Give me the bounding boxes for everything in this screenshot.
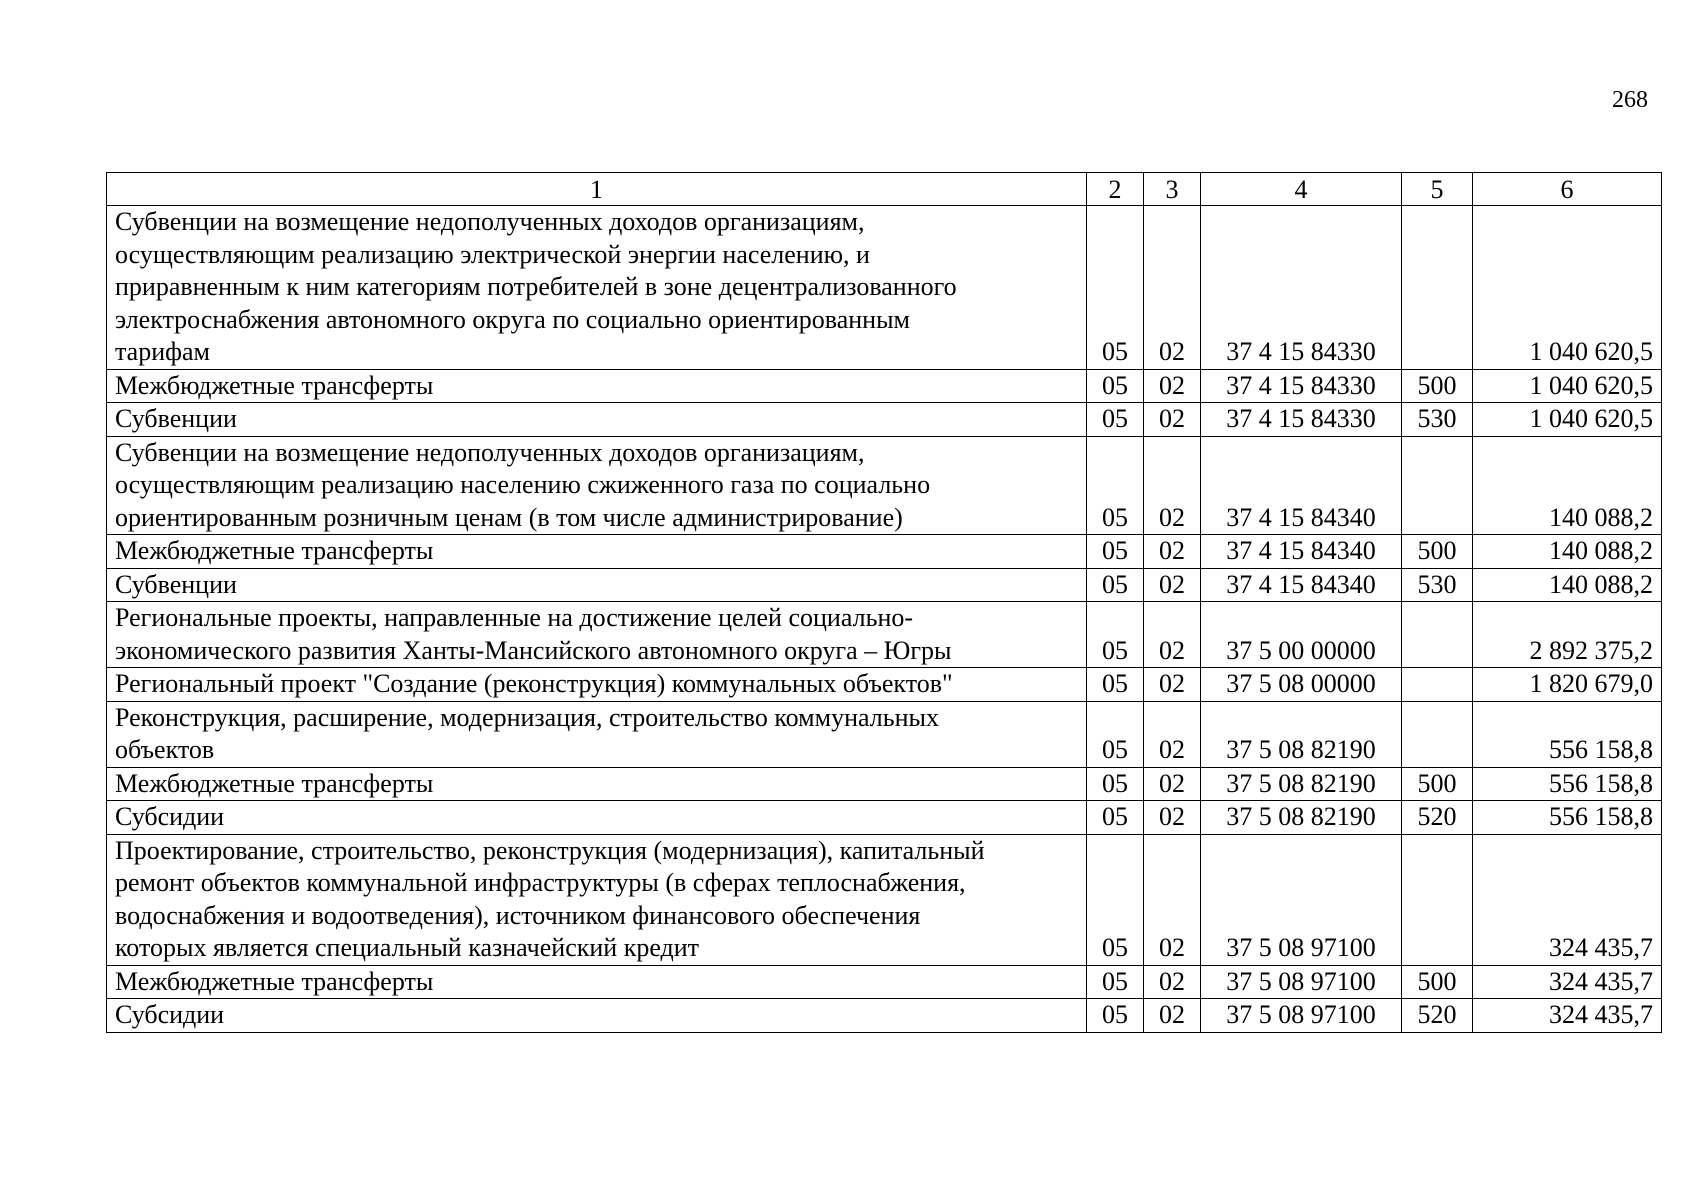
row-expense-type-code: 500 [1402, 369, 1473, 403]
row-section-code: 05 [1087, 668, 1144, 702]
row-section-code: 05 [1087, 834, 1144, 965]
page-number: 268 [1612, 87, 1648, 113]
row-subsection-code: 02 [1144, 403, 1201, 437]
row-amount: 140 088,2 [1473, 568, 1662, 602]
row-target-article-code: 37 4 15 84340 [1201, 436, 1402, 535]
row-target-article-code: 37 4 15 84330 [1201, 403, 1402, 437]
row-expense-type-code [1402, 701, 1473, 767]
row-description-line: осуществляющим реализацию электрической энергии населению, и [115, 239, 870, 269]
row-description [107, 999, 1087, 1033]
row-section-code: 05 [1087, 801, 1144, 835]
row-amount: 1 820 679,0 [1473, 668, 1662, 702]
row-target-article-code: 37 5 08 97100 [1201, 965, 1402, 999]
row-section-code: 05 [1087, 999, 1144, 1033]
row-section-code: 05 [1087, 568, 1144, 602]
row-subsection-code: 02 [1144, 999, 1201, 1033]
row-subsection-code: 02 [1144, 834, 1201, 965]
row-amount: 324 435,7 [1473, 834, 1662, 965]
row-subsection-code: 02 [1144, 535, 1201, 569]
row-subsection-code: 02 [1144, 568, 1201, 602]
row-description [107, 767, 1087, 801]
row-description [107, 701, 1087, 767]
row-description-line: Межбюджетные трансферты [115, 370, 434, 400]
row-amount: 556 158,8 [1473, 801, 1662, 835]
row-target-article-code: 37 5 00 00000 [1201, 602, 1402, 668]
row-amount: 140 088,2 [1473, 535, 1662, 569]
row-description-line: Субвенции на возмещение недополученных доходов организациям, [115, 437, 865, 467]
table-row [107, 701, 1662, 767]
row-expense-type-code: 530 [1402, 568, 1473, 602]
row-description-line: Субвенции [115, 404, 237, 433]
table-row [107, 568, 1662, 602]
table-row [107, 535, 1662, 569]
row-expense-type-code: 530 [1402, 403, 1473, 437]
row-description [107, 206, 1087, 370]
row-description-line: водоснабжения и водоотведения), источником финансового обеспечения [115, 900, 921, 930]
table-row [107, 999, 1662, 1033]
row-expense-type-code [1402, 602, 1473, 668]
header-cell-expense-type: 5 [1402, 173, 1473, 206]
header-cell-section: 2 [1087, 173, 1144, 206]
row-description-line: приравненным к ним категориям потребителей в зоне децентрализованного [115, 272, 957, 301]
budget-table [106, 172, 1662, 1033]
table-row [107, 602, 1662, 668]
row-section-code: 05 [1087, 535, 1144, 569]
row-target-article-code: 37 4 15 84340 [1201, 535, 1402, 569]
row-description-line: Субвенции на возмещение недополученных доходов организациям, [115, 207, 865, 236]
row-description-line: Межбюджетные трансферты [115, 966, 434, 996]
row-subsection-code: 02 [1144, 436, 1201, 535]
row-description-line: которых является специальный казначейский кредит [115, 933, 700, 962]
table-row [107, 834, 1662, 965]
row-target-article-code: 37 5 08 82190 [1201, 767, 1402, 801]
row-description-line: Региональный проект "Создание (реконструкция) коммунальных объектов" [115, 669, 953, 698]
row-expense-type-code [1402, 834, 1473, 965]
row-section-code: 05 [1087, 369, 1144, 403]
row-amount: 1 040 620,5 [1473, 206, 1662, 370]
row-description [107, 535, 1087, 569]
row-description-line: Межбюджетные трансферты [115, 536, 434, 565]
row-description-line: Субсидии [115, 802, 225, 831]
row-amount: 324 435,7 [1473, 965, 1662, 999]
row-description [107, 568, 1087, 602]
header-cell-subsection: 3 [1144, 173, 1201, 206]
row-amount: 556 158,8 [1473, 701, 1662, 767]
table-row [107, 965, 1662, 999]
row-description [107, 369, 1087, 403]
row-description [107, 668, 1087, 702]
row-description-line: Субвенции [115, 569, 237, 599]
row-target-article-code: 37 5 08 97100 [1201, 999, 1402, 1033]
row-subsection-code: 02 [1144, 767, 1201, 801]
row-description [107, 801, 1087, 835]
table-header-row [107, 173, 1662, 206]
row-amount: 1 040 620,5 [1473, 369, 1662, 403]
row-description [107, 403, 1087, 437]
header-cell-target-code: 4 [1201, 173, 1402, 206]
row-amount: 324 435,7 [1473, 999, 1662, 1033]
row-amount: 140 088,2 [1473, 436, 1662, 535]
row-description-line: Межбюджетные трансферты [115, 768, 434, 798]
row-expense-type-code [1402, 436, 1473, 535]
row-target-article-code: 37 4 15 84340 [1201, 568, 1402, 602]
row-description-line: осуществляющим реализацию населению сжиженного газа по социально [115, 470, 931, 499]
header-cell-amount: 6 [1473, 173, 1662, 206]
row-description-line: объектов [115, 735, 215, 764]
row-expense-type-code: 520 [1402, 999, 1473, 1033]
row-section-code: 05 [1087, 403, 1144, 437]
row-description-line: ориентированным розничным ценам (в том числе администрирование) [115, 502, 903, 532]
row-section-code: 05 [1087, 436, 1144, 535]
row-expense-type-code: 520 [1402, 801, 1473, 835]
row-expense-type-code [1402, 668, 1473, 702]
row-section-code: 05 [1087, 767, 1144, 801]
row-target-article-code: 37 5 08 00000 [1201, 668, 1402, 702]
row-expense-type-code: 500 [1402, 965, 1473, 999]
row-description-line: экономического развития Ханты-Мансийского автономного округа – Югры [115, 635, 952, 665]
row-target-article-code: 37 4 15 84330 [1201, 206, 1402, 370]
row-description-line: Реконструкция, расширение, модернизация, строительство коммунальных [115, 702, 939, 732]
row-subsection-code: 02 [1144, 602, 1201, 668]
row-description-line: ремонт объектов коммунальной инфраструктуры (в сферах теплоснабжения, [115, 868, 966, 897]
row-description [107, 965, 1087, 999]
row-amount: 556 158,8 [1473, 767, 1662, 801]
row-subsection-code: 02 [1144, 701, 1201, 767]
row-target-article-code: 37 5 08 82190 [1201, 801, 1402, 835]
row-description-line: тарифам [115, 337, 210, 366]
table-row [107, 206, 1662, 370]
row-amount: 2 892 375,2 [1473, 602, 1662, 668]
header-cell-description: 1 [107, 173, 1087, 206]
row-subsection-code: 02 [1144, 668, 1201, 702]
table-row [107, 668, 1662, 702]
row-section-code: 05 [1087, 602, 1144, 668]
row-target-article-code: 37 4 15 84330 [1201, 369, 1402, 403]
row-section-code: 05 [1087, 701, 1144, 767]
row-expense-type-code: 500 [1402, 767, 1473, 801]
row-description-line: Региональные проекты, направленные на достижение целей социально- [115, 603, 914, 632]
row-section-code: 05 [1087, 965, 1144, 999]
row-subsection-code: 02 [1144, 369, 1201, 403]
row-description [107, 602, 1087, 668]
row-description [107, 834, 1087, 965]
row-description [107, 436, 1087, 535]
table-row [107, 369, 1662, 403]
row-expense-type-code [1402, 206, 1473, 370]
table-row [107, 436, 1662, 535]
row-description-line: электроснабжения автономного округа по социально ориентированным [115, 304, 910, 334]
row-subsection-code: 02 [1144, 801, 1201, 835]
row-expense-type-code: 500 [1402, 535, 1473, 569]
row-description-line: Проектирование, строительство, реконструкция (модернизация), капитальный [115, 835, 985, 865]
table-row [107, 403, 1662, 437]
table-row [107, 801, 1662, 835]
row-amount: 1 040 620,5 [1473, 403, 1662, 437]
table-row [107, 767, 1662, 801]
row-subsection-code: 02 [1144, 206, 1201, 370]
row-section-code: 05 [1087, 206, 1144, 370]
row-description-line: Субсидии [115, 1000, 225, 1029]
row-target-article-code: 37 5 08 97100 [1201, 834, 1402, 965]
row-target-article-code: 37 5 08 82190 [1201, 701, 1402, 767]
row-subsection-code: 02 [1144, 965, 1201, 999]
